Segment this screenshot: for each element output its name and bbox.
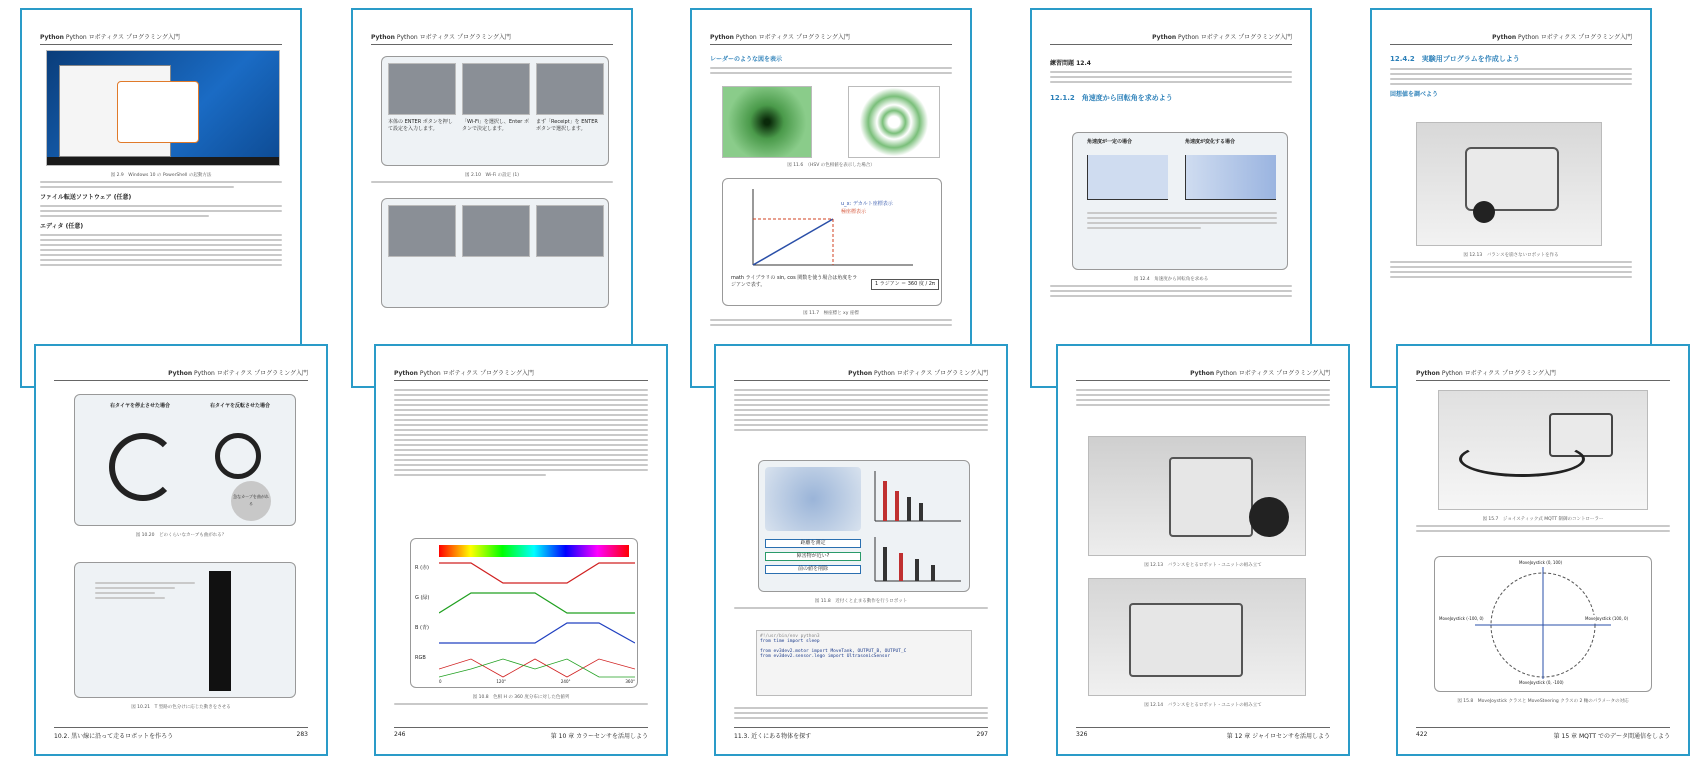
page-footer	[734, 727, 988, 740]
hue-axis	[439, 678, 635, 685]
tick-label: 120°	[496, 679, 507, 684]
page-top-4	[1030, 8, 1312, 388]
figure-caption: 図 2.9 Windows 10 の PowerShell の起動方法	[110, 173, 212, 178]
step-text: まず「Receipt」を ENTER ボタンで選択します。	[536, 119, 598, 132]
footer-chapter: 第 12 章 ジャイロセンサを活用しよう	[1226, 733, 1330, 740]
code-line: #!/usr/bin/env python3	[760, 634, 820, 639]
page-bottom-3	[714, 344, 1008, 756]
figure-caption: 図 15.8 MoveJoystick クラスと MoveSteering クラスの 2 軸のパラメータの対応	[1457, 699, 1629, 704]
powershell-screenshot	[46, 50, 280, 166]
label-rgb: RGB	[415, 655, 426, 661]
sub-heading: 回想値を調べよう	[1390, 91, 1439, 98]
running-header: Python Python ロボティクス プログラミング入門	[54, 368, 308, 381]
page-bottom-2	[374, 344, 668, 756]
legend-polar: 極座標表示	[841, 209, 867, 215]
page-top-3	[690, 8, 972, 388]
exercise-heading: 練習問題 12.4	[1050, 60, 1091, 67]
book-title: Python ロボティクス プログラミング入門	[419, 370, 534, 377]
wifi-steps-figure-2	[381, 198, 609, 308]
mqtt-controller-photo	[1438, 390, 1648, 510]
tpath-figure	[74, 562, 296, 698]
page-number: 297	[976, 731, 988, 738]
balance-robot-photo-2	[1088, 578, 1306, 696]
wifi-steps-figure	[381, 56, 609, 166]
section-heading: 12.4.2 実験用プログラムを作成しよう	[1390, 55, 1520, 63]
fig-title-right: 右タイヤを反転させた場合	[210, 403, 270, 409]
radar-plot-right	[848, 86, 940, 158]
step-text: 「Wi-Fi」を選択し、Enter ボタンで決定します。	[462, 119, 529, 132]
page-bottom-4	[1056, 344, 1350, 756]
diagram-label: MoveJoystick (-100, 0)	[1439, 616, 1484, 621]
curve-label: 急なカーブを曲がれる	[233, 494, 269, 506]
book-title: Python ロボティクス プログラミング入門	[65, 34, 180, 41]
page-number: 283	[296, 731, 308, 738]
book-title: Python ロボティクス プログラミング入門	[1518, 34, 1632, 41]
fig-title-right: 角速度が変化する場合	[1185, 139, 1236, 145]
page-number: 422	[1416, 731, 1428, 738]
fig-title-left: 角速度が一定の場合	[1087, 139, 1133, 145]
label-g: G (緑)	[415, 595, 430, 601]
hsv-rgb-figure	[410, 538, 638, 688]
page-number: 246	[394, 731, 406, 738]
page-footer	[1416, 727, 1670, 740]
joystick-diagram	[1434, 556, 1652, 692]
figure-caption: 図 10.21 T 型路の色分けに応じた動きをさせる	[131, 705, 231, 710]
running-header: Python Python ロボティクス プログラミング入門	[734, 368, 988, 381]
label-b: B (青)	[415, 625, 429, 631]
page-footer	[54, 727, 308, 740]
distance-bars	[869, 467, 965, 587]
book-title: Python ロボティクス プログラミング入門	[874, 370, 988, 377]
page-top-5	[1370, 8, 1652, 388]
robot-photo	[1416, 122, 1602, 246]
footer-chapter: 第 10 章 カラーセンサを活用しよう	[550, 733, 648, 740]
label-r: R (赤)	[415, 565, 429, 571]
running-header: Python Python ロボティクス プログラミング入門	[1416, 368, 1670, 381]
running-header: Python Python ロボティクス プログラミング入門	[40, 32, 282, 45]
page-bottom-5	[1396, 344, 1690, 756]
footer-chapter: 第 15 章 MQTT でのデータ間通信をしよう	[1553, 733, 1670, 740]
figure-caption: 図 12.13 バランスを崩さないロボットを作る	[1463, 253, 1559, 258]
flow-box: 前の値を削除	[765, 565, 861, 574]
angular-velocity-figure	[1072, 132, 1288, 270]
flow-box: 距離を測定	[765, 539, 861, 548]
book-title: Python ロボティクス プログラミング入門	[1178, 34, 1292, 41]
running-header: Python Python ロボティクス プログラミング入門	[371, 32, 613, 45]
running-header: Python Python ロボティクス プログラミング入門	[394, 368, 648, 381]
running-header: Python Python ロボティクス プログラミング入門	[1390, 32, 1632, 45]
figure-caption: 図 2.10 Wi-Fi の設定 (1)	[465, 173, 519, 178]
fig-title-left: 右タイヤを停止させた場合	[110, 403, 170, 409]
page-bottom-1	[34, 344, 328, 756]
figure-caption: 図 11.7 極座標と xy 座標	[803, 311, 859, 316]
math-note: math ライブラリの sin, cos 関数を使う場合は角度をラジアンで表す。	[731, 275, 858, 288]
section-heading: 12.1.2 角速度から回転角を求めよう	[1050, 94, 1173, 102]
book-title: Python ロボティクス プログラミング入門	[194, 370, 308, 377]
polar-xy-diagram	[722, 178, 942, 306]
code-line: from time import sleep	[760, 639, 820, 644]
radian-formula: 1 ラジアン ＝ 360 度 / 2π	[871, 279, 939, 290]
book-title: Python ロボティクス プログラミング入門	[396, 34, 511, 41]
tick-label: 0	[439, 679, 442, 684]
sub-heading: レーダーのような図を表示	[710, 56, 783, 63]
page-top-2	[351, 8, 633, 388]
tick-label: 360°	[625, 679, 635, 684]
page-number: 326	[1076, 731, 1088, 738]
section-heading: ファイル転送ソフトウェア (任意)	[40, 194, 132, 201]
figure-caption: 図 12.13 バランスをとるロボット・ユニットの組み立て	[1144, 563, 1262, 568]
figure-caption: 図 12.4 角速度から回転角を求める	[1133, 277, 1209, 282]
figure-caption: 図 10.8 色相 H の 360 度分布に対した色値列	[472, 695, 570, 700]
diagram-label: MoveJoystick (0, 100)	[1519, 560, 1563, 565]
diagram-label: MoveJoystick (100, 0)	[1585, 616, 1629, 621]
step-text: 本体の ENTER ボタンを押して設定を入力します。	[388, 119, 453, 132]
page-top-1	[20, 8, 302, 388]
figure-caption: 図 11.8 近付くと止まる動作を行うロボット	[814, 599, 908, 604]
joystick-circle	[1435, 557, 1651, 691]
book-title: Python ロボティクス プログラミング入門	[1441, 370, 1556, 377]
tick-label: 240°	[560, 679, 571, 684]
running-header: Python Python ロボティクス プログラミング入門	[1076, 368, 1330, 381]
code-line: from ev3dev2.motor import MoveTank, OUTPUT_B, OUTPUT_C	[760, 649, 907, 654]
page-footer	[394, 727, 648, 740]
code-line: from ev3dev2.sensor.lego import UltrasonicSensor	[760, 654, 891, 659]
code-listing	[756, 630, 972, 696]
page-footer	[1076, 727, 1330, 740]
balance-robot-photo-1	[1088, 436, 1306, 556]
book-title: Python ロボティクス プログラミング入門	[1216, 370, 1330, 377]
figure-caption: 図 12.14 バランスをとるロボット・ユニットの組み立て	[1144, 703, 1262, 708]
diagram-label: MoveJoystick (0, -100)	[1519, 680, 1564, 685]
figure-caption: 図 15.7 ジョイスティック式 MQTT 制御のコントローラー	[1482, 517, 1604, 522]
book-title: Python ロボティクス プログラミング入門	[735, 34, 850, 41]
legend-cartesian: u_x: デカルト座標表示	[841, 201, 893, 207]
footer-section: 10.2. 黒い線に沿って走るロボットを作ろう	[54, 733, 174, 740]
radar-plot-left	[722, 86, 812, 158]
turning-figure	[74, 394, 296, 526]
footer-section: 11.3. 近くにある物体を探す	[734, 733, 812, 740]
running-header: Python Python ロボティクス プログラミング入門	[710, 32, 952, 45]
section-heading: エディタ (任意)	[40, 223, 84, 230]
rgb-curves	[439, 559, 635, 689]
figure-caption: 図 10.20 どのくらいなカーブも曲がれる？	[135, 533, 227, 538]
obstacle-robot-figure	[758, 460, 970, 592]
flow-box: 障害物が近い?	[765, 552, 861, 561]
figure-caption: 図 11.6 （HSV の色相値を表示した場合）	[787, 163, 875, 168]
running-header: Python Python ロボティクス プログラミング入門	[1050, 32, 1292, 45]
